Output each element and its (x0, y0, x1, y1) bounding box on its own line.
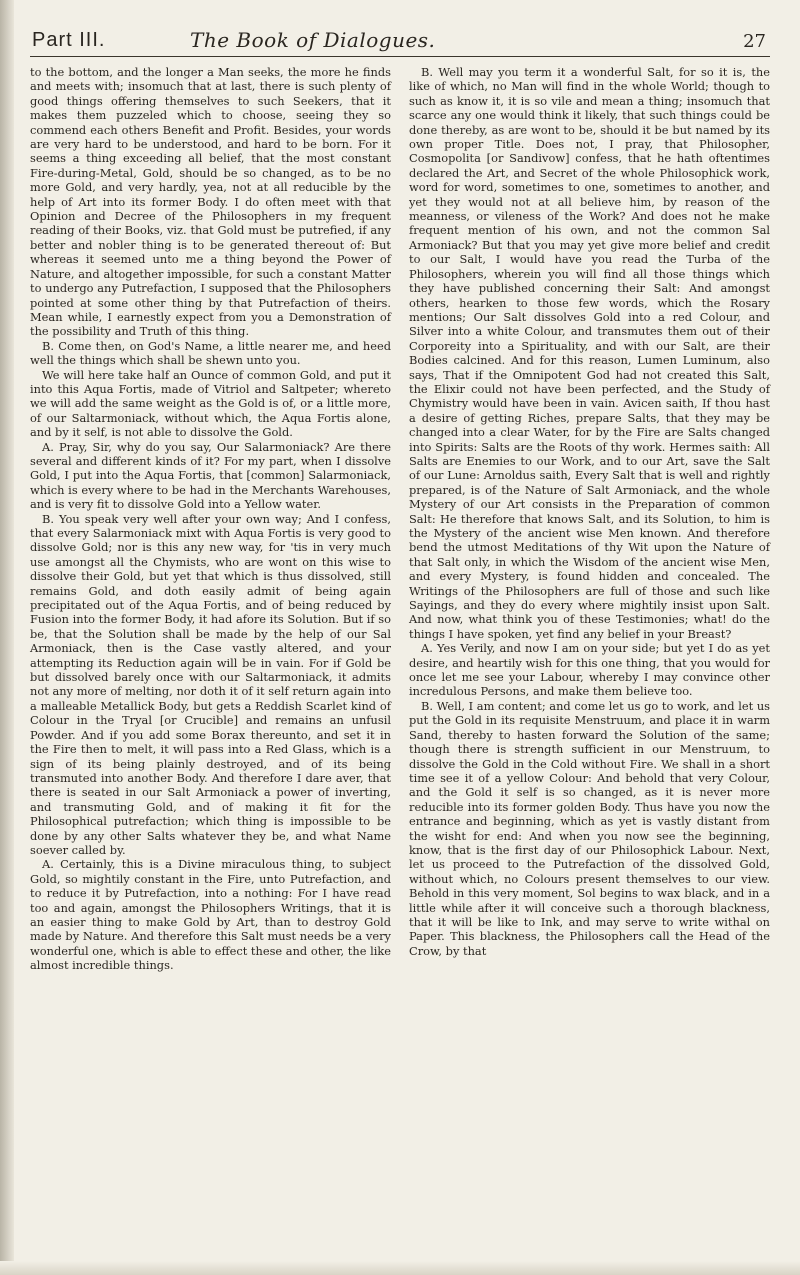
paragraph: We will here take half an Ounce of common Gold, and put it into this Aqua Fortis, made of Vitriol and Saltpeter; whereto we will add the same weight as the Gold is of, or a little more, of our Saltarmoniack, without which, the Aqua Fortis alone, and by it self, is not able to dissolve the Gold. (30, 367, 391, 440)
paragraph: A. Yes Verily, and now I am on your side; but yet I do as yet desire, and heartily wish for this one thing, that you would for once let me see your Labour, whereby I may convince other incredulous Persons, and make them believe too. (409, 641, 770, 699)
running-title: The Book of Dialogues. (190, 28, 436, 52)
page-header (30, 20, 770, 57)
book-page (30, 20, 770, 1240)
text-columns (30, 65, 770, 973)
page-number: 27 (743, 31, 766, 52)
part-label: Part III. (32, 29, 106, 51)
paragraph: A. Pray, Sir, why do you say, Our Salarmoniack? Are there several and different kinds of it? For my part, when I dissolve Gold, I put into the Aqua Fortis, that [common] Salarmoniack, which is every where to be had in the Merchants Warehouses, and is very fit to dissolve Gold into a Yellow water. (30, 439, 391, 512)
paragraph: to the bottom, and the longer a Man seeks, the more he finds and meets with; insomuch that at last, there is such plenty of good things offering themselves to such Seekers, that it makes them puzzeled which to choose, seeing they so commend each others Benefit and Profit. Besides, your words are very hard to be understood, and hard to be born. For it seems a thing exceeding all belief, that the most constant Fire-during-Metal, Gold, should be so changed, as to be no more Gold, and very hardly, yea, not at all reducible by the help of Art into its former Body. I do often meet with that Opinion and Decree of the Philosophers in my frequent reading of their Books, viz. that Gold must be putrefied, if any better and nobler thing is to be generated thereout of: But whereas it seemed unto me a thing beyond the Power of Nature, and altogether impossible, for such a constant Matter to undergo any Putrefaction, I supposed that the Philosophers pointed at some other thing by that Putrefaction of theirs. Mean while, I earnestly expect from you a Demonstration of the possibility and Truth of this thing. (30, 65, 391, 339)
paragraph: A. Certainly, this is a Divine miraculous thing, to subject Gold, so mightily constant in the Fire, unto Putrefaction, and to reduce it by Putrefaction, into a nothing: For I have read too and again, amongst the Philosophers Writings, that it is an easier thing to make Gold by Art, than to destroy Gold made by Nature. And therefore this Salt must needs be a very wonderful one, which is able to effect these and other, the like almost incredible things. (30, 857, 391, 973)
paragraph: B. You speak very well after your own way; And I confess, that every Salarmoniack mixt with Aqua Fortis is very good to dissolve Gold; nor is this any new way, for 'tis in very much use amongst all the Chymists, who are wont on this wise to dissolve their Gold, but yet that which is thus dissolved, still remains Gold, and doth easily admit of being again precipitated out of the Aqua Fortis, and of being reduced by Fusion into the former Body, it had afore its Solution. But if so be, that the Solution shall be made by the help of our Sal Armoniack, then is the Case vastly altered, and your attempting its Reduction again will be in vain. For if Gold be but dissolved barely once with our Saltarmoniack, it admits not any more of melting, nor doth it of it self return again into a malleable Metallick Body, but gets a Reddish Scarlet kind of Colour in the Tryal [or Crucible] and remains an unfusil Powder. And if you add some Borax thereunto, and set it in the Fire then to melt, it will pass into a Red Glass, which is a sign of its being plainly destroyed, and of its being transmuted into another Body. And therefore I dare aver, that there is seated in our Salt Armoniack a power of inverting, and transmuting Gold, and of making it fit for the Philosophical putrefaction; which thing is impossible to be done by any other Salts whatever they be, and what Name soever called by. (30, 511, 391, 857)
paragraph: B. Well, I am content; and come let us go to work, and let us put the Gold in its requisite Menstruum, and place it in warm Sand, thereby to hasten forward the Solution of the same; though there is strength sufficient in our Menstruum, to dissolve the Gold in the Cold without Fire. We shall in a short time see it of a yellow Colour: And behold that very Colour, and the Gold it self is so changed, as it is never more reducible into its former golden Body. Thus have you now the entrance and beginning, which as yet is vastly distant from the wisht for end: And when you now see the beginning, know, that is the first day of our Philosophick Labour. Next, let us proceed to the Putrefaction of the dissolved Gold, without which, no Colours present themselves to our view. Behold in this very moment, Sol begins to wax black, and in a little while after it will conceive such a thorough blackness, that it will be like to Ink, and may serve to write withal on Paper. This blackness, the Philosophers call the Head of the Crow, by that (409, 698, 770, 958)
left-column (30, 65, 391, 973)
paragraph: B. Well may you term it a wonderful Salt, for so it is, the like of which, no Man will find in the whole World; though to such as know it, it is so vile and mean a thing; insomuch that scarce any one would think it likely, that such things could be done thereby, as are wont to be, should it be but named by its own proper Title. Does not, I pray, that Philosopher, Cosmopolita [or Sandivow] confess, that he hath oftentimes declared the Art, and Secret of the whole Philosophick work, word for word, sometimes to one, sometimes to another, and yet they would not at all believe him, by reason of the meanness, or vileness of the Work? And does not he make frequent mention of his own, and not the common Sal Armoniack? But that you may yet give more belief and credit to our Salt, I would have you read the Turba of the Philosophers, wherein you will find all those things which they have published concerning their Salt: And amongst others, hearken to those few words, which the Rosary mentions; Our Salt dissolves Gold into a red Colour, and Silver into a white Colour, and transmutes them out of their Corporeity into a Spirituality, and with our Salt, are their Bodies calcined. And for this reason, Lumen Luminum, also says, That if the Omnipotent God had not created this Salt, the Elixir could not have been perfected, and the Study of Chymistry would have been in vain. Avicen saith, If thou hast a desire of getting Riches, prepare Salts, that they may be changed into a clear Water, for by the Fire are Salts changed into Spirits: Salts are the Roots of thy work. Hermes saith: All Salts are Enemies to our Work, and to our Art, save the Salt of our Lune: Arnoldus saith, Every Salt that is well and rightly prepared, is of the Nature of Salt Armoniack, and the whole Mystery of our Art consists in the Preparation of common Salt: He therefore that knows Salt, and its Solution, to him is the Mystery of the ancient wise Men known. And therefore bend the utmost Meditations of thy Wit upon the Nature of that Salt only, in which the Wisdom of the ancient wise Men, and every Mystery, is found hidden and concealed. The Writings of the Philosophers are full of those and such like Sayings, and they do every where mightily insist upon Salt. And now, what think you of these Testimonies; what! do the things I have spoken, yet find any belief in your Breast? (409, 65, 770, 641)
scan-binding-shadow (0, 0, 14, 1275)
paragraph: B. Come then, on God's Name, a little nearer me, and heed well the things which shall be shewn unto you. (30, 338, 391, 368)
right-column (409, 65, 770, 973)
scan-bottom-edge (0, 1261, 800, 1275)
